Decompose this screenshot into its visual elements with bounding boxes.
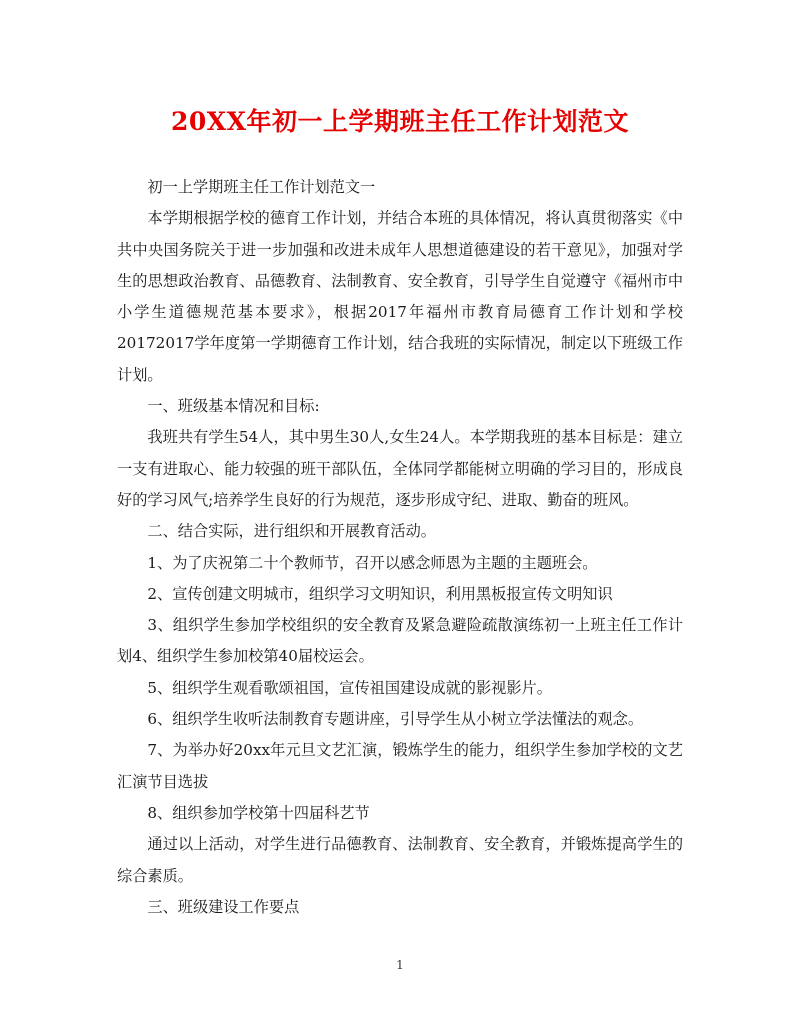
section-heading-1: 一、班级基本情况和目标: — [147, 397, 320, 416]
list-item-2: 2、宣传创建文明城市，组织学习文明知识，利用黑板报宣传文明知识 — [147, 584, 613, 603]
list-item-3-4: 3、组织学生参加学校组织的安全教育及紧急避险疏散演练初一上班主任工作计划4、组织学生参加校第40届校运会。 — [117, 616, 683, 666]
document-title: 20XX年初一上学期班主任工作计划范文 — [170, 107, 630, 136]
page-number: 1 — [396, 958, 404, 972]
list-item-5: 5、组织学生观看歌颂祖国，宣传祖国建设成就的影视影片。 — [147, 678, 552, 697]
section-heading-2: 二、结合实际，进行组织和开展教育活动。 — [147, 522, 436, 541]
paragraph-class-info: 我班共有学生54人，其中男生30人,女生24人。本学期我班的基本目标是：建立一支有进取心、能力较强的班干部队伍，全体同学都能树立明确的学习目的，形成良好的学习风气;培养学生良好的行为规范，逐步形成守纪、进取、勤奋的班风。 — [117, 428, 683, 509]
paragraph-summary: 通过以上活动，对学生进行品德教育、法制教育、安全教育，并锻炼提高学生的综合素质。 — [117, 835, 683, 885]
paragraph-subtitle: 初一上学期班主任工作计划范文一 — [147, 178, 376, 196]
list-item-7: 7、为举办好20xx年元旦文艺汇演，锻炼学生的能力，组织学生参加学校的文艺汇演节目选拔 — [117, 741, 683, 791]
paragraph-intro: 本学期根据学校的德育工作计划，并结合本班的具体情况，将认真贯彻落实《中共中央国务院关于进一步加强和改进未成年人思想道德建设的若干意见》，加强对学生的思想政治教育、品德教育、法制教育、安全教育，引导学生自觉遵守《福州市中小学生道德规范基本要求》，根据2017年福州市教育局德育工作计划和学校20172017学年度第一学期德育工作计划，结合我班的实际情况，制定以下班级工作计划。 — [117, 209, 683, 384]
list-item-1: 1、为了庆祝第二十个教师节，召开以感念师恩为主题的主题班会。 — [147, 553, 598, 572]
section-heading-3: 三、班级建设工作要点 — [147, 897, 300, 916]
list-item-8: 8、组织参加学校第十四届科艺节 — [147, 803, 370, 822]
list-item-6: 6、组织学生收听法制教育专题讲座，引导学生从小树立学法懂法的观念。 — [147, 710, 644, 729]
document-body — [117, 172, 683, 923]
